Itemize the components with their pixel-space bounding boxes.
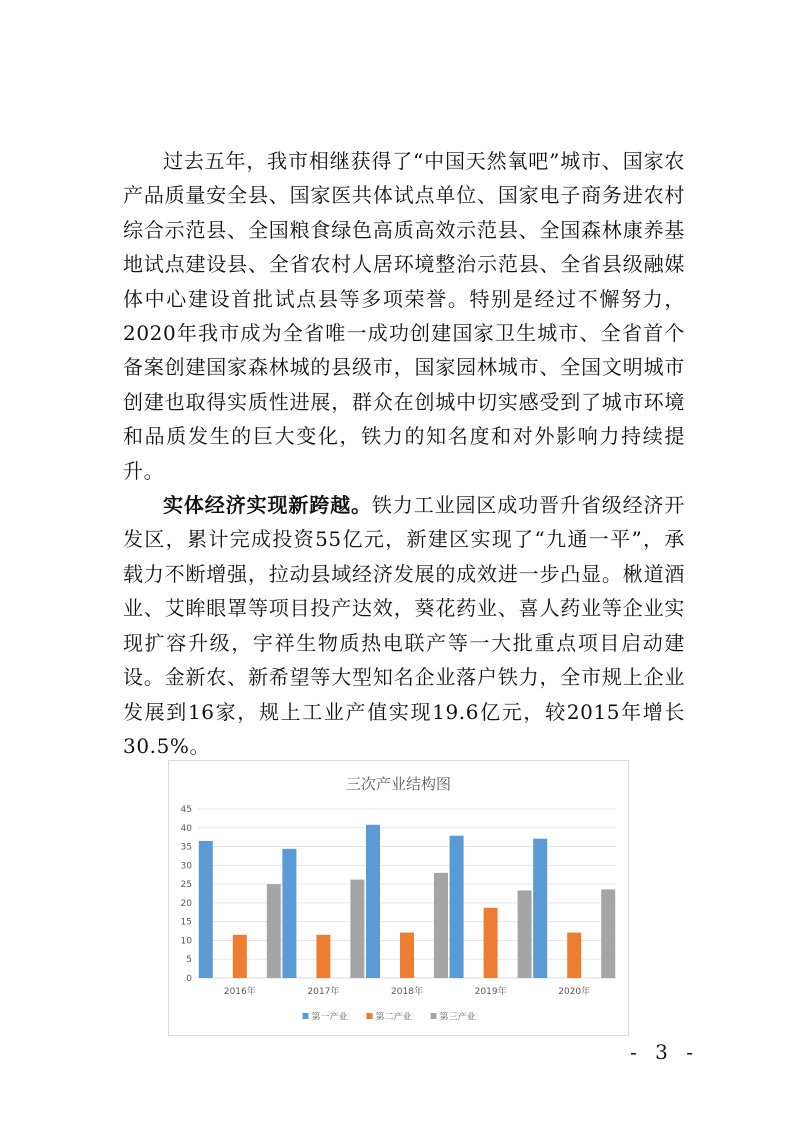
chart-legend bbox=[303, 1011, 476, 1023]
chart-title: 三次产业结构图 bbox=[345, 775, 452, 793]
x-tick-label: 2017年 bbox=[307, 987, 340, 997]
body-text bbox=[123, 144, 685, 763]
bar-第二产业-2019年 bbox=[484, 908, 498, 978]
paragraph-text: 过去五年，我市相继获得了“中国天然氧吧”城市、国家农产品质量安全县、国家医共体试点单位、国家电子商务进农村综合示范县、全国粮食绿色高质高效示范县、全国森林康养基地试点建设县、全省农村人居环境整治示范县、全省县级融媒体中心建设首批试点县等多项荣誉。特别是经过不懈努力，2020年我市成为全省唯一成功创建国家卫生城市、全省首个备案创建国家森林城的县级市，国家园林城市、全国文明城市创建也取得实质性进展，群众在创城中切实感受到了城市环境和品质发生的巨大变化，铁力的知名度和对外影响力持续提升。 bbox=[123, 149, 685, 483]
y-axis-ticks bbox=[181, 805, 193, 984]
y-tick-label: 35 bbox=[180, 842, 192, 853]
bar-第三产业-2016年 bbox=[267, 884, 281, 978]
legend-label: 第二产业 bbox=[375, 1012, 412, 1023]
bar-第三产业-2018年 bbox=[434, 873, 448, 978]
bar-第三产业-2019年 bbox=[518, 890, 532, 978]
y-tick-label: 0 bbox=[186, 974, 192, 984]
bar-第二产业-2020年 bbox=[567, 933, 581, 978]
x-tick-label: 2016年 bbox=[223, 987, 256, 997]
bar-第一产业-2018年 bbox=[366, 825, 380, 978]
chart-canvas bbox=[169, 761, 628, 1035]
industry-structure-chart bbox=[168, 760, 629, 1036]
bar-第一产业-2019年 bbox=[450, 836, 464, 978]
y-tick-label: 40 bbox=[180, 823, 192, 834]
bar-第二产业-2017年 bbox=[316, 935, 330, 978]
legend-label: 第一产业 bbox=[311, 1012, 348, 1023]
legend-swatch bbox=[303, 1013, 309, 1019]
bar-第二产业-2016年 bbox=[233, 935, 247, 978]
page-number: - 3 - bbox=[630, 1040, 699, 1064]
bar-第一产业-2020年 bbox=[533, 839, 547, 978]
bar-第三产业-2020年 bbox=[601, 889, 615, 978]
chart-bars bbox=[199, 825, 615, 978]
x-tick-label: 2020年 bbox=[558, 987, 591, 997]
paragraph-honors bbox=[123, 144, 685, 488]
x-tick-label: 2019年 bbox=[474, 987, 507, 997]
y-tick-label: 45 bbox=[180, 805, 192, 815]
legend-swatch bbox=[367, 1013, 373, 1019]
bar-第二产业-2018年 bbox=[400, 933, 414, 978]
bar-第一产业-2016年 bbox=[199, 841, 213, 978]
y-tick-label: 15 bbox=[180, 917, 192, 928]
bar-第一产业-2017年 bbox=[282, 849, 296, 978]
y-tick-label: 5 bbox=[186, 955, 192, 966]
x-tick-label: 2018年 bbox=[391, 987, 423, 997]
paragraph-lead: 实体经济实现新跨越。 bbox=[163, 493, 372, 518]
y-tick-label: 30 bbox=[180, 861, 192, 872]
paragraph-economy bbox=[123, 488, 685, 763]
y-tick-label: 20 bbox=[180, 898, 192, 909]
paragraph-text: 铁力工业园区成功晋升省级经济开发区，累计完成投资55亿元，新建区实现了“九通一平”，承载力不断增强，拉动县域经济发展的成效进一步凸显。楸道酒业、艾眸眼罩等项目投产达效，葵花药业、喜人药业等企业实现扩容升级，宇祥生物质热电联产等一大批重点项目启动建设。金新农、新希望等大型知名企业落户铁力，全市规上企业发展到16家，规上工业产值实现19.6亿元，较2015年增长30.5%。 bbox=[123, 493, 686, 758]
legend-label: 第三产业 bbox=[439, 1012, 476, 1023]
y-tick-label: 25 bbox=[180, 880, 192, 891]
y-tick-label: 10 bbox=[180, 936, 192, 947]
bar-第三产业-2017年 bbox=[350, 880, 364, 978]
x-axis-ticks bbox=[224, 985, 590, 997]
legend-swatch bbox=[431, 1013, 437, 1019]
